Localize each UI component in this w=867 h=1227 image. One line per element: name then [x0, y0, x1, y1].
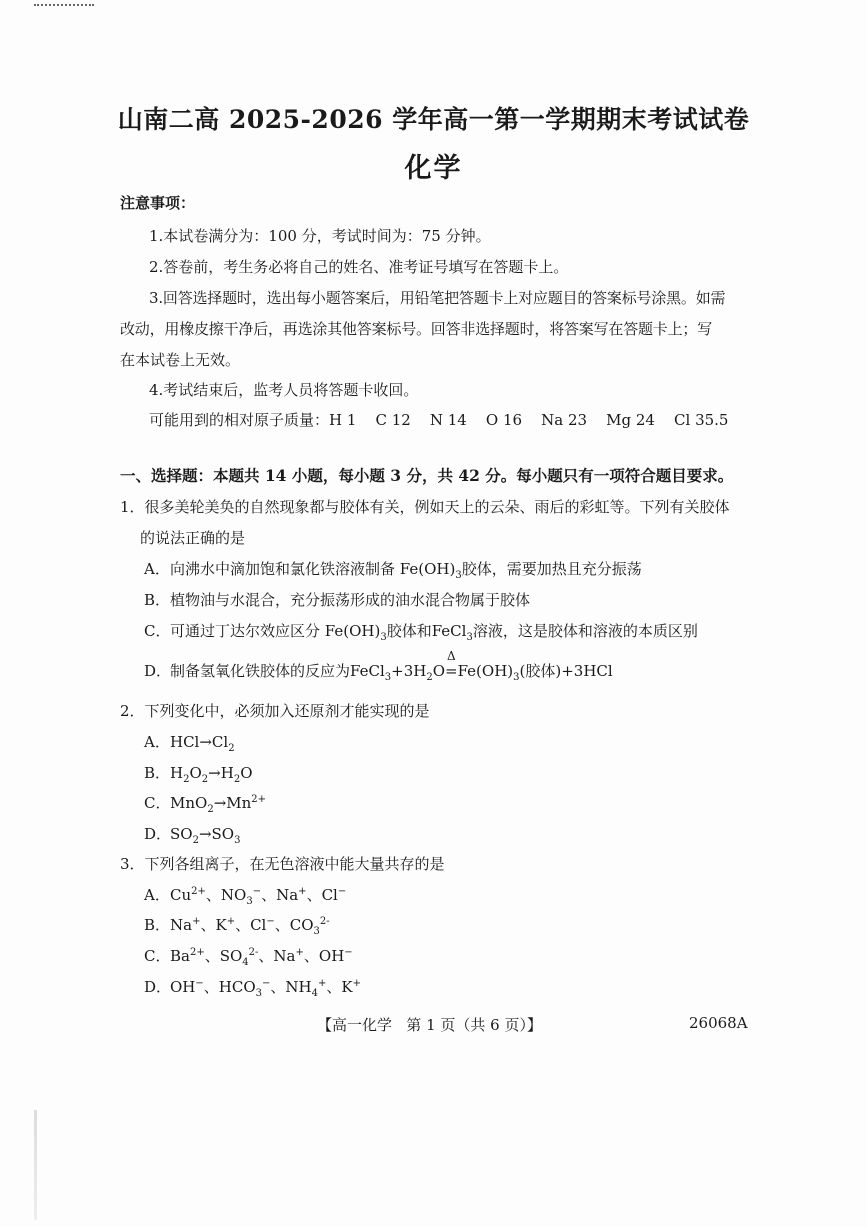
superscript: +	[318, 978, 327, 989]
option-text: 、Na	[261, 886, 299, 904]
atomic-masses: 可能用到的相对原子质量：H 1 C 12 N 14 O 16 Na 23 Mg 24 Cl 35.5	[149, 411, 729, 429]
q2-option-a	[144, 731, 235, 754]
q3-option-d	[144, 976, 361, 999]
subscript: 2	[228, 743, 235, 754]
note-item: 3.回答选择题时，选出每小题答案后，用铅笔把答题卡上对应题目的答案标号涂黑。如需	[149, 289, 726, 307]
superscript: 2+	[251, 794, 267, 805]
option-text: 、K	[200, 916, 227, 934]
superscript: +	[298, 886, 307, 897]
option-text: 向沸水中滴加饱和氯化铁溶液制备 Fe(OH)	[170, 560, 456, 578]
option-letter: A．	[144, 886, 170, 904]
option-text: 、OH	[303, 947, 345, 965]
subscript: 3	[246, 896, 253, 907]
option-letter: C．	[144, 947, 171, 965]
q2-option-c	[144, 792, 266, 815]
option-text: O	[432, 662, 446, 680]
q3-option-b	[144, 914, 330, 937]
subscript: 4	[311, 988, 318, 999]
scan-mark	[34, 4, 94, 9]
q3-option-c	[144, 945, 353, 968]
question-1-stem: 1．很多美轮美奂的自然现象都与胶体有关，例如天上的云朵、雨后的彩虹等。下列有关胶体	[120, 498, 730, 516]
q1-option-c	[144, 620, 698, 643]
note-item-cont: 改动，用橡皮擦干净后，再选涂其他答案标号。回答非选择题时，将答案写在答题卡上；写	[120, 320, 713, 338]
subscript: 2	[207, 804, 214, 815]
question-1-stem-cont: 的说法正确的是	[140, 529, 246, 547]
superscript: 2+	[191, 886, 206, 897]
superscript: +	[226, 916, 236, 927]
subscript: 3	[313, 926, 320, 937]
superscript: +	[192, 916, 201, 927]
option-text: 制备氢氧化铁胶体的反应为FeCl	[170, 662, 385, 680]
superscript: −	[262, 978, 271, 989]
option-text: 、K	[326, 978, 353, 996]
heat-equals-sign	[445, 649, 458, 680]
option-text: O	[189, 764, 202, 782]
q1-option-b	[144, 589, 530, 610]
option-text: Fe(OH)	[457, 662, 514, 680]
superscript: −	[195, 978, 204, 989]
subscript: 3	[255, 988, 263, 999]
subscript: 4	[242, 957, 249, 968]
exam-code: 26068A	[689, 1014, 748, 1032]
option-text: →H	[208, 764, 234, 782]
option-text: MnO	[170, 794, 208, 812]
q2-option-b	[144, 762, 253, 785]
option-text: 、NH	[270, 978, 312, 996]
section-heading: 一、选择题：本题共 14 小题，每小题 3 分，共 42 分。每小题只有一项符合题目要求。	[120, 466, 734, 485]
subscript: 3	[380, 632, 387, 643]
subscript: 2	[426, 672, 433, 683]
option-text: 、Cl	[235, 916, 267, 934]
option-letter: C．	[144, 794, 171, 812]
superscript: −	[337, 886, 347, 897]
option-text: Ba	[170, 947, 190, 965]
option-text: H	[170, 764, 184, 782]
option-text: HCl→Cl	[170, 733, 229, 751]
option-text: 植物油与水混合，充分振荡形成的油水混合物属于胶体	[170, 591, 531, 609]
note-item-cont: 在本试卷上无效。	[120, 351, 241, 369]
subscript: 3	[455, 570, 462, 581]
option-text: →Mn	[213, 794, 252, 812]
option-text: 、Na	[258, 947, 296, 965]
option-letter: B．	[144, 916, 171, 934]
option-text: O	[240, 764, 253, 782]
delta-symbol: Δ	[446, 649, 456, 663]
superscript: −	[266, 916, 275, 927]
option-text: Na	[170, 916, 193, 934]
option-text: 、HCO	[203, 978, 256, 996]
subscript: 3	[513, 672, 520, 683]
option-letter: D．	[144, 662, 172, 680]
question-3-stem: 3．下列各组离子，在无色溶液中能大量共存的是	[120, 855, 445, 873]
subscript: 3	[384, 672, 392, 683]
option-text: 、SO	[204, 947, 243, 965]
q3-option-a	[144, 884, 346, 907]
option-letter: D．	[144, 825, 172, 843]
exam-title: 山南二高 2025-2026 学年高一第一学期期末考试试卷	[117, 105, 750, 134]
superscript: −	[344, 947, 353, 958]
subscript: 2	[201, 774, 209, 785]
option-text: 、Cl	[306, 886, 338, 904]
option-letter: A．	[144, 733, 170, 751]
scan-edge	[34, 1110, 37, 1220]
q2-option-d	[144, 823, 240, 846]
option-letter: B．	[144, 591, 171, 609]
note-item: 4.考试结束后，监考人员将答题卡收回。	[149, 381, 419, 399]
exam-subject: 化学	[404, 153, 463, 184]
superscript: +	[295, 947, 304, 958]
subscript: 3	[234, 835, 241, 846]
superscript: +	[352, 978, 361, 989]
option-letter: A．	[144, 560, 170, 578]
question-2-stem: 2．下列变化中，必须加入还原剂才能实现的是	[120, 702, 430, 720]
option-letter: B．	[144, 764, 171, 782]
superscript: 2-	[248, 947, 259, 958]
q1-option-a	[144, 558, 642, 581]
subscript: 2	[233, 774, 241, 785]
option-text: 胶体和FeCl	[386, 622, 467, 640]
page-footer: 【高一化学 第 1 页（共 6 页）】	[317, 1016, 542, 1034]
equals-sign: =	[445, 662, 458, 680]
option-text: OH	[170, 978, 196, 996]
subscript: 2	[183, 774, 190, 785]
subscript: 3	[466, 632, 473, 643]
superscript: 2+	[189, 947, 205, 958]
option-text: 可通过丁达尔效应区分 Fe(OH)	[170, 622, 381, 640]
option-text: Cu	[170, 886, 192, 904]
superscript: 2-	[319, 916, 330, 927]
notes-heading: 注意事项：	[120, 194, 196, 212]
option-letter: D．	[144, 978, 172, 996]
option-text: 、NO	[205, 886, 247, 904]
option-letter: C．	[144, 622, 171, 640]
option-text: 胶体，需要加热且充分振荡	[461, 560, 642, 578]
option-text: (胶体)+3HCl	[519, 662, 613, 680]
subscript: 2	[192, 835, 199, 846]
option-text: →SO	[198, 825, 235, 843]
option-text: 溶液，这是胶体和溶液的本质区别	[472, 622, 698, 640]
note-item: 2.答卷前，考生务必将自己的姓名、准考证号填写在答题卡上。	[149, 258, 569, 276]
option-text: +3H	[391, 662, 427, 680]
note-item: 1.本试卷满分为：100 分，考试时间为：75 分钟。	[149, 227, 491, 245]
superscript: −	[252, 886, 262, 897]
q1-option-d	[144, 649, 613, 683]
option-text: SO	[170, 825, 193, 843]
option-text: 、CO	[274, 916, 314, 934]
